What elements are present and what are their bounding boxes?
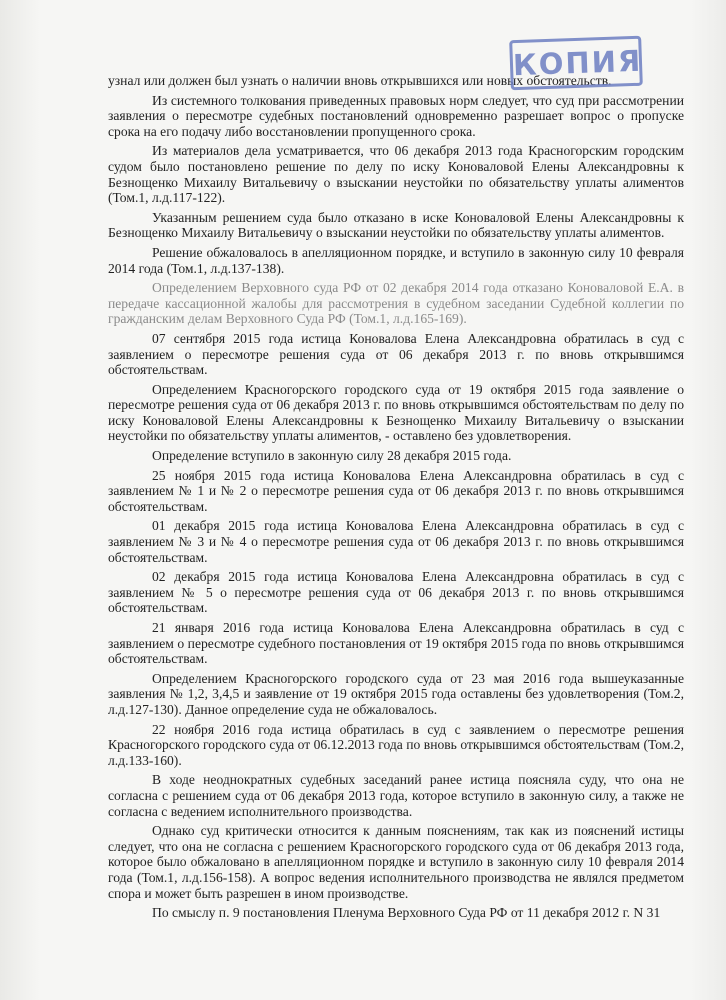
paragraph-10: 01 декабря 2015 года истица Коновалова Елена Александровна обратилась в суд с заявлением № 3 и № 4 о пересмотре решения суда от 06 декабря 2013 г. по вновь открывшимся обстоятельствам.: [108, 518, 684, 565]
paragraph-5: Определением Верховного суда РФ от 02 декабря 2014 года отказано Коноваловой Е.А. в передаче кассационной жалобы для рассмотрения в судебном заседании Судебной коллегии по гражданским делам Верховного Суда РФ (Том.1, л.д.165-169).: [108, 280, 684, 327]
paragraph-13: Определением Красногорского городского суда от 23 мая 2016 года вышеуказанные заявления № 1,2, 3,4,5 и заявление от 19 октября 2015 года оставлены без удовлетворения (Том.2, л.д.127-130). Данное определение суда не обжаловалось.: [108, 670, 684, 717]
paragraph-15: В ходе неоднократных судебных заседаний ранее истица поясняла суду, что она не согласна с решением суда от 06 декабря 2013 года, которое вступило в законную силу, а также не согласна с ведением исполнительного производства.: [108, 772, 684, 819]
paragraph-7: Определением Красногорского городского суда от 19 октября 2015 года заявление о пересмотре решения суда от 06 декабря 2013 г. по вновь открывшимся обстоятельствам по делу по иску Коноваловой Елены Александровны к Безнощенко Михаилу Витальевичу о взыскании неустойки по обязательству уплаты алиментов, - оставлено без удовлетворения.: [108, 381, 684, 444]
paragraph-0: узнал или должен был узнать о наличии вновь открывшихся или новых обстоятельств.: [108, 73, 612, 88]
paragraph-3: Указанным решением суда было отказано в иске Коноваловой Елены Александровны к Безнощенко Михаилу Витальевичу о взыскании неустойки по обязательству уплаты алиментов.: [108, 209, 684, 241]
copy-stamp: КОПИЯ: [509, 36, 643, 91]
paragraph-17: По смыслу п. 9 постановления Пленума Верховного Суда РФ от 11 декабря 2012 г. N 31: [152, 905, 661, 921]
paragraph-8: Определение вступило в законную силу 28 декабря 2015 года.: [152, 448, 512, 464]
paragraph-12: 21 января 2016 года истица Коновалова Елена Александровна обратилась в суд с заявлением о пересмотре судебного постановления от 19 октября 2015 года по вновь открывшимся обстоятельствам.: [108, 620, 684, 667]
paragraph-4: Решение обжаловалось в апелляционном порядке, и вступило в законную силу 10 февраля 2014 года (Том.1, л.д.137-138).: [108, 244, 684, 276]
paragraph-16: Однако суд критически относится к данным пояснениям, так как из пояснений истицы следует, что она не согласна с решением Красногорского городского суда от 06 декабря 2013 года, которое было обжаловано в апелляционном порядке и вступило в законную силу 10 февраля 2014 года (Том.1, л.д.156-158). А вопрос ведения исполнительного производства не являлся предметом спора и может быть разрешен в ином производстве.: [108, 823, 684, 901]
paragraph-9: 25 ноября 2015 года истица Коновалова Елена Александровна обратилась в суд с заявлением № 1 и № 2 о пересмотре решения суда от 06 декабря 2013 г. по вновь открывшимся обстоятельствам.: [108, 467, 684, 514]
paragraph-14: 22 ноября 2016 года истица обратилась в суд с заявлением о пересмотре решения Красногорского городского суда от 06.12.2013 года по вновь открывшимся обстоятельствам (Том.2, л.д.133-160).: [108, 721, 684, 768]
paragraph-2: Из материалов дела усматривается, что 06 декабря 2013 года Красногорским городским судом было постановлено решение по делу по иску Коноваловой Елены Александровны к Безнощенко Михаилу Витальевичу о взыскании неустойки по обязательству уплаты алиментов (Том.1, л.д.117-122).: [108, 143, 684, 206]
paragraph-11: 02 декабря 2015 года истица Коновалова Елена Александровна обратилась в суд с заявлением № 5 о пересмотре решения суда от 06 декабря 2013 г. по вновь открывшимся обстоятельствам.: [108, 569, 684, 616]
paragraph-1: Из системного толкования приведенных правовых норм следует, что суд при рассмотрении заявления о пересмотре судебных постановлений одновременно разрешает вопрос о пропуске срока на его подачу либо восстановлении пропущенного срока.: [108, 92, 684, 139]
paragraph-6: 07 сентября 2015 года истица Коновалова Елена Александровна обратилась в суд с заявлением о пересмотре решения суда от 06 декабря 2013 г. по вновь открывшимся обстоятельствам.: [108, 330, 684, 378]
